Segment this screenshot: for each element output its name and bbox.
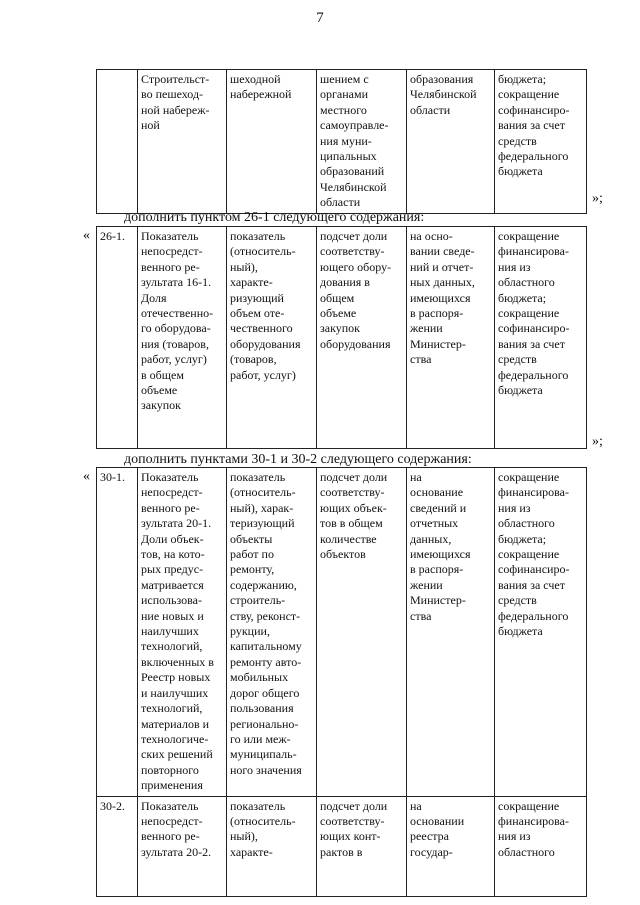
cell-calculation-method: подсчет доли соответству- ющего обору- дования в общем объеме закупок оборудования	[317, 227, 407, 449]
cell-indicator-type: шеходной набережной	[227, 70, 317, 214]
closing-quote-2: »;	[592, 434, 603, 449]
cell-indicator-name: Показатель непосредст- венного ре- зультата 16-1. Доля отечественно- го оборудова- ния (товаров, работ, услуг) в общем объеме закупок	[138, 227, 227, 449]
table-row	[97, 468, 587, 797]
cell-indicator-name: Показатель непосредст- венного ре- зультата 20-1. Доли объек- тов, на кото- рых предус- матривается использова- ние новых и наилучших технологий, включенных в Реестр новых и наилучших технологий, материалов и технологиче- ских решений повторного применения	[138, 468, 227, 797]
cell-number: 26-1.	[97, 227, 138, 449]
cell-calculation-method: шением с органами местного самоуправле- ния муни- ципальных образований Челябинской области	[317, 70, 407, 214]
cell-consequences: сокращение финансирова- ния из областного бюджета; сокращение софинансиро- вания за счет средств федерального бюджета	[495, 227, 587, 449]
cell-indicator-type: показатель (относитель- ный), характе- ризующий объем оте- чественного оборудования (товаров, работ, услуг)	[227, 227, 317, 449]
table-items-30	[96, 467, 587, 897]
cell-calculation-method: подсчет доли соответству- ющих объек- тов в общем количестве объектов	[317, 468, 407, 797]
opening-quote-2: «	[83, 469, 90, 484]
cell-indicator-type: показатель (относитель- ный), характе-	[227, 796, 317, 896]
cell-indicator-type: показатель (относитель- ный), харак- теризующий объекты работ по ремонту, содержанию, строитель- ству, реконст- рукции, капитальному ремонту авто- мобильных дорог общего пользования регионально- го или меж- муниципаль- ного значения	[227, 468, 317, 797]
cell-number	[97, 70, 138, 214]
cell-data-source: на основании реестра государ-	[407, 796, 495, 896]
table-row	[97, 227, 587, 449]
cell-data-source: на осно- вании сведе- ний и отчет- ных данных, имеющихся в распоря- жении Министер- ства	[407, 227, 495, 449]
opening-quote-1: «	[83, 228, 90, 243]
cell-data-source: на основание сведений и отчетных данных, имеющихся в распоря- жении Министер- ства	[407, 468, 495, 797]
cell-indicator-name: Показатель непосредст- венного ре- зультата 20-2.	[138, 796, 227, 896]
page-number: 7	[316, 10, 324, 26]
cell-consequences: бюджета; сокращение софинансиро- вания за счет средств федерального бюджета	[495, 70, 587, 214]
cell-indicator-name: Строительст- во пешеход- ной набереж- ной	[138, 70, 227, 214]
instruction-text-1: дополнить пунктом 26-1 следующего содержания:	[124, 210, 425, 225]
table-row	[97, 70, 587, 214]
closing-quote-1: »;	[592, 191, 603, 206]
instruction-text-2: дополнить пунктами 30-1 и 30-2 следующего содержания:	[124, 452, 472, 467]
cell-consequences: сокращение финансирова- ния из областного бюджета; сокращение софинансиро- вания за счет средств федерального бюджета	[495, 468, 587, 797]
table-continuation	[96, 69, 587, 214]
cell-number: 30-2.	[97, 796, 138, 896]
cell-consequences: сокращение финансирова- ния из областного	[495, 796, 587, 896]
cell-data-source: образования Челябинской области	[407, 70, 495, 214]
cell-number: 30-1.	[97, 468, 138, 797]
cell-calculation-method: подсчет доли соответству- ющих конт- рактов в	[317, 796, 407, 896]
table-item-26-1	[96, 226, 587, 449]
table-row	[97, 796, 587, 896]
